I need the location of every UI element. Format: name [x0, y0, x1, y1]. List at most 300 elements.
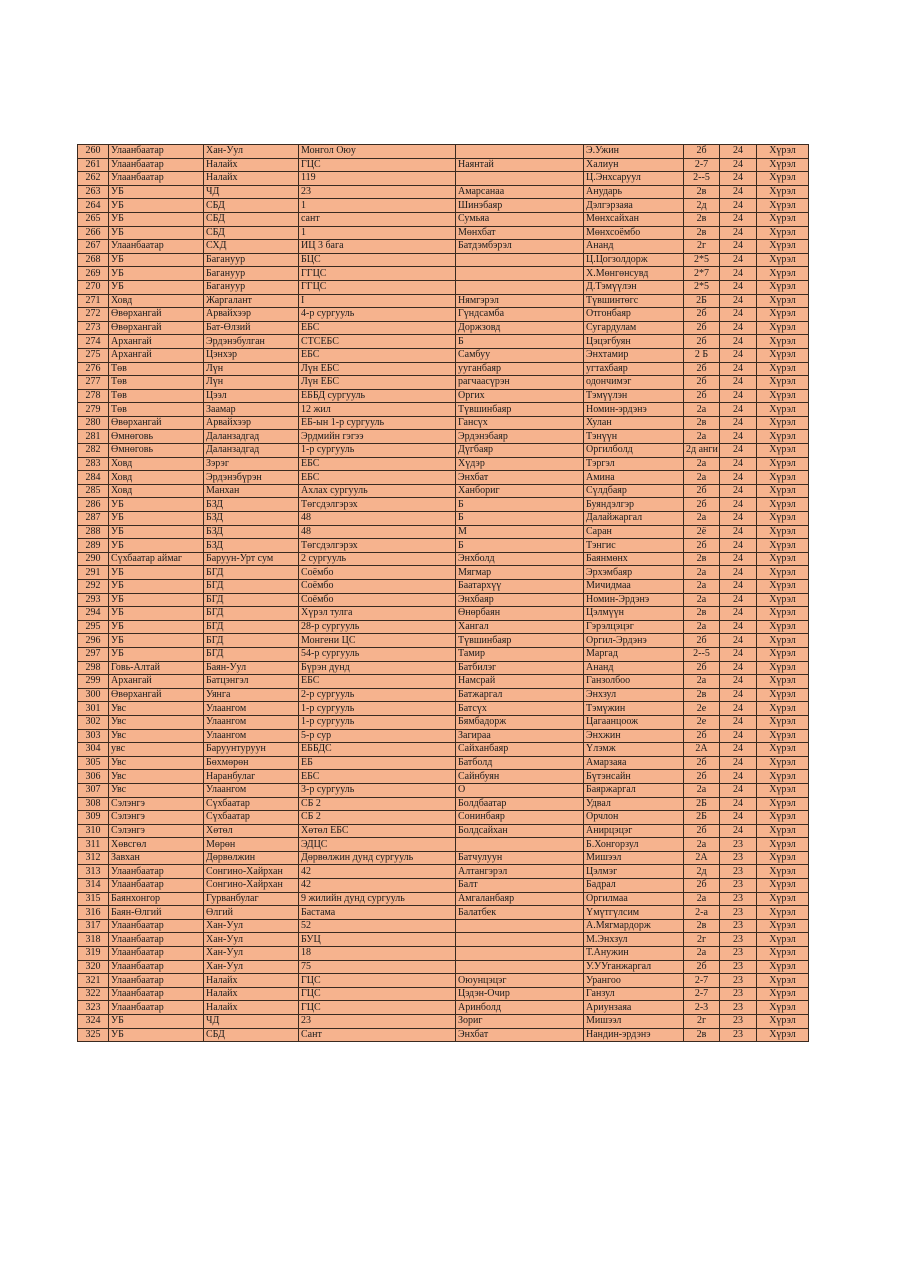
class-cell: 2а: [684, 620, 720, 634]
district-cell: БГД: [204, 634, 299, 648]
district-cell: СБД: [204, 212, 299, 226]
student-cell: Б.Хонгорзул: [584, 838, 684, 852]
student-cell: М.Энхзул: [584, 933, 684, 947]
table-row: [78, 661, 809, 675]
row-number-cell: 263: [78, 185, 109, 199]
teacher-cell: Тамир: [456, 647, 584, 661]
district-cell: СБД: [204, 199, 299, 213]
table-row: [78, 539, 809, 553]
award-cell: Хүрэл: [757, 308, 809, 322]
score-cell: 24: [720, 620, 757, 634]
table-row: [78, 172, 809, 186]
score-cell: 24: [720, 253, 757, 267]
region-cell: Архангай: [109, 335, 204, 349]
student-cell: Далайжаргал: [584, 512, 684, 526]
table-row: [78, 362, 809, 376]
teacher-cell: Сонинбаяр: [456, 811, 584, 825]
teacher-cell: [456, 267, 584, 281]
class-cell: 2б: [684, 498, 720, 512]
award-cell: Хүрэл: [757, 947, 809, 961]
district-cell: ЧД: [204, 1015, 299, 1029]
district-cell: Улаангом: [204, 702, 299, 716]
student-cell: Урангоо: [584, 974, 684, 988]
school-cell: ГЦС: [299, 974, 456, 988]
award-cell: Хүрэл: [757, 199, 809, 213]
teacher-cell: Өнөрбаян: [456, 607, 584, 621]
district-cell: Бөхмөрөн: [204, 756, 299, 770]
award-cell: Хүрэл: [757, 743, 809, 757]
region-cell: Улаанбаатар: [109, 987, 204, 1001]
student-cell: Орчлон: [584, 811, 684, 825]
district-cell: Даланзадгад: [204, 430, 299, 444]
class-cell: 2а: [684, 430, 720, 444]
score-cell: 23: [720, 892, 757, 906]
table-row: [78, 892, 809, 906]
student-cell: Отгонбаяр: [584, 308, 684, 322]
region-cell: УБ: [109, 580, 204, 594]
region-cell: УБ: [109, 498, 204, 512]
score-cell: 24: [720, 593, 757, 607]
award-cell: Хүрэл: [757, 484, 809, 498]
score-cell: 24: [720, 647, 757, 661]
student-cell: Номин-эрдэнэ: [584, 403, 684, 417]
row-number-cell: 284: [78, 471, 109, 485]
school-cell: 1-р сургууль: [299, 702, 456, 716]
class-cell: 2б: [684, 960, 720, 974]
score-cell: 23: [720, 960, 757, 974]
district-cell: Даланзадгад: [204, 444, 299, 458]
school-cell: Соёмбо: [299, 593, 456, 607]
teacher-cell: Батсүх: [456, 702, 584, 716]
teacher-cell: Болдсайхан: [456, 824, 584, 838]
teacher-cell: [456, 947, 584, 961]
school-cell: СБ 2: [299, 797, 456, 811]
row-number-cell: 264: [78, 199, 109, 213]
table-row: [78, 919, 809, 933]
region-cell: УБ: [109, 512, 204, 526]
class-cell: 2в: [684, 226, 720, 240]
student-cell: Ариунзаяа: [584, 1001, 684, 1015]
district-cell: БГД: [204, 607, 299, 621]
teacher-cell: Зориг: [456, 1015, 584, 1029]
district-cell: Налайх: [204, 1001, 299, 1015]
table-row: [78, 851, 809, 865]
region-cell: Өмнөговь: [109, 430, 204, 444]
score-cell: 24: [720, 512, 757, 526]
region-cell: Сүхбаатар аймаг: [109, 552, 204, 566]
award-cell: Хүрэл: [757, 321, 809, 335]
award-cell: Хүрэл: [757, 838, 809, 852]
teacher-cell: Батдэмбэрэл: [456, 240, 584, 254]
table-row: [78, 226, 809, 240]
district-cell: Бат-Өлзий: [204, 321, 299, 335]
score-cell: 23: [720, 1015, 757, 1029]
table-row: [78, 416, 809, 430]
class-cell: 2-7: [684, 987, 720, 1001]
award-cell: Хүрэл: [757, 661, 809, 675]
teacher-cell: Наянтай: [456, 158, 584, 172]
region-cell: увс: [109, 743, 204, 757]
district-cell: СХД: [204, 240, 299, 254]
region-cell: УБ: [109, 280, 204, 294]
class-cell: 2б: [684, 308, 720, 322]
school-cell: Эрдмийн гэгээ: [299, 430, 456, 444]
row-number-cell: 297: [78, 647, 109, 661]
region-cell: Төв: [109, 376, 204, 390]
district-cell: Лүн: [204, 376, 299, 390]
student-cell: Мишээл: [584, 851, 684, 865]
district-cell: БЗД: [204, 539, 299, 553]
score-cell: 24: [720, 185, 757, 199]
teacher-cell: Сайханбаяр: [456, 743, 584, 757]
row-number-cell: 278: [78, 389, 109, 403]
student-cell: Бүтэнсайн: [584, 770, 684, 784]
score-cell: 24: [720, 172, 757, 186]
class-cell: 2б: [684, 321, 720, 335]
table-row: [78, 756, 809, 770]
region-cell: УБ: [109, 539, 204, 553]
teacher-cell: Гансүх: [456, 416, 584, 430]
class-cell: 2-7: [684, 974, 720, 988]
district-cell: Гурванбулаг: [204, 892, 299, 906]
row-number-cell: 315: [78, 892, 109, 906]
school-cell: 75: [299, 960, 456, 974]
teacher-cell: Оргих: [456, 389, 584, 403]
class-cell: 2--5: [684, 647, 720, 661]
table-row: [78, 403, 809, 417]
teacher-cell: Эрдэнэбаяр: [456, 430, 584, 444]
class-cell: 2-7: [684, 158, 720, 172]
region-cell: Архангай: [109, 348, 204, 362]
row-number-cell: 301: [78, 702, 109, 716]
district-cell: Арвайхээр: [204, 308, 299, 322]
region-cell: Ховд: [109, 457, 204, 471]
score-cell: 24: [720, 240, 757, 254]
school-cell: ЕБ: [299, 756, 456, 770]
region-cell: УБ: [109, 226, 204, 240]
award-cell: Хүрэл: [757, 647, 809, 661]
row-number-cell: 305: [78, 756, 109, 770]
table-row: [78, 294, 809, 308]
region-cell: Өвөрхангай: [109, 688, 204, 702]
region-cell: Увс: [109, 702, 204, 716]
class-cell: 2б: [684, 879, 720, 893]
district-cell: Багануур: [204, 280, 299, 294]
district-cell: Эрдэнэбүрэн: [204, 471, 299, 485]
student-cell: Эрхэмбаяр: [584, 566, 684, 580]
school-cell: ЕБ-ын 1-р сургууль: [299, 416, 456, 430]
school-cell: ГГЦС: [299, 280, 456, 294]
award-cell: Хүрэл: [757, 1028, 809, 1042]
row-number-cell: 268: [78, 253, 109, 267]
district-cell: Цээл: [204, 389, 299, 403]
class-cell: 2а: [684, 838, 720, 852]
school-cell: 42: [299, 879, 456, 893]
table-row: [78, 512, 809, 526]
row-number-cell: 308: [78, 797, 109, 811]
row-number-cell: 269: [78, 267, 109, 281]
district-cell: Улаангом: [204, 715, 299, 729]
score-cell: 24: [720, 430, 757, 444]
region-cell: Улаанбаатар: [109, 240, 204, 254]
row-number-cell: 295: [78, 620, 109, 634]
class-cell: 2б: [684, 376, 720, 390]
school-cell: 9 жилийн дунд сургууль: [299, 892, 456, 906]
school-cell: сант: [299, 212, 456, 226]
student-cell: Анирцэцэг: [584, 824, 684, 838]
district-cell: Өлгий: [204, 906, 299, 920]
row-number-cell: 321: [78, 974, 109, 988]
table-row: [78, 430, 809, 444]
table-row: [78, 566, 809, 580]
student-cell: Ц.Энхсаруул: [584, 172, 684, 186]
score-cell: 24: [720, 539, 757, 553]
award-cell: Хүрэл: [757, 172, 809, 186]
score-cell: 24: [720, 403, 757, 417]
award-cell: Хүрэл: [757, 851, 809, 865]
region-cell: Улаанбаатар: [109, 960, 204, 974]
score-cell: 24: [720, 362, 757, 376]
table-row: [78, 729, 809, 743]
award-cell: Хүрэл: [757, 267, 809, 281]
award-cell: Хүрэл: [757, 444, 809, 458]
class-cell: 2в: [684, 1028, 720, 1042]
school-cell: ГЦС: [299, 987, 456, 1001]
row-number-cell: 318: [78, 933, 109, 947]
score-cell: 24: [720, 824, 757, 838]
region-cell: УБ: [109, 647, 204, 661]
school-cell: Төгсдэлгэрэх: [299, 539, 456, 553]
award-cell: Хүрэл: [757, 1001, 809, 1015]
class-cell: 2-а: [684, 906, 720, 920]
award-cell: Хүрэл: [757, 906, 809, 920]
score-cell: 24: [720, 661, 757, 675]
school-cell: ГЦС: [299, 1001, 456, 1015]
school-cell: 18: [299, 947, 456, 961]
score-cell: 24: [720, 294, 757, 308]
table-row: [78, 280, 809, 294]
district-cell: Заамар: [204, 403, 299, 417]
region-cell: УБ: [109, 566, 204, 580]
district-cell: БЗД: [204, 498, 299, 512]
student-cell: Мөнхсоёмбо: [584, 226, 684, 240]
table-row: [78, 688, 809, 702]
school-cell: ЕББД сургууль: [299, 389, 456, 403]
student-cell: Удвал: [584, 797, 684, 811]
teacher-cell: Батбилэг: [456, 661, 584, 675]
row-number-cell: 303: [78, 729, 109, 743]
class-cell: 2А: [684, 743, 720, 757]
row-number-cell: 320: [78, 960, 109, 974]
region-cell: Улаанбаатар: [109, 933, 204, 947]
table-row: [78, 960, 809, 974]
school-cell: Хүрэл тулга: [299, 607, 456, 621]
award-cell: Хүрэл: [757, 607, 809, 621]
district-cell: Багануур: [204, 253, 299, 267]
row-number-cell: 262: [78, 172, 109, 186]
district-cell: Багануур: [204, 267, 299, 281]
school-cell: ЕБС: [299, 348, 456, 362]
district-cell: Лүн: [204, 362, 299, 376]
teacher-cell: Б: [456, 539, 584, 553]
class-cell: 2б: [684, 770, 720, 784]
teacher-cell: Оюунцэцэг: [456, 974, 584, 988]
teacher-cell: Алтангэрэл: [456, 865, 584, 879]
row-number-cell: 273: [78, 321, 109, 335]
score-cell: 23: [720, 919, 757, 933]
school-cell: ЕБС: [299, 770, 456, 784]
district-cell: Сонгино-Хайрхан: [204, 879, 299, 893]
award-cell: Хүрэл: [757, 512, 809, 526]
school-cell: Бастама: [299, 906, 456, 920]
district-cell: Батцэнгэл: [204, 675, 299, 689]
district-cell: Дөрвөлжин: [204, 851, 299, 865]
student-cell: Оргил-Эрдэнэ: [584, 634, 684, 648]
teacher-cell: Ханбориг: [456, 484, 584, 498]
award-cell: Хүрэл: [757, 430, 809, 444]
table-row: [78, 1028, 809, 1042]
student-cell: Түвшинтөгс: [584, 294, 684, 308]
student-cell: Тэнгис: [584, 539, 684, 553]
region-cell: Завхан: [109, 851, 204, 865]
school-cell: 48: [299, 525, 456, 539]
student-cell: Оргилмаа: [584, 892, 684, 906]
award-cell: Хүрэл: [757, 620, 809, 634]
table-body: [78, 145, 809, 1042]
student-cell: Оргилболд: [584, 444, 684, 458]
school-cell: БЦС: [299, 253, 456, 267]
student-cell: У.УУганжаргал: [584, 960, 684, 974]
district-cell: Хөтөл: [204, 824, 299, 838]
row-number-cell: 260: [78, 145, 109, 159]
region-cell: Баян-Өлгий: [109, 906, 204, 920]
class-cell: 2-3: [684, 1001, 720, 1015]
table-row: [78, 987, 809, 1001]
row-number-cell: 270: [78, 280, 109, 294]
award-cell: Хүрэл: [757, 335, 809, 349]
region-cell: Баянхонгор: [109, 892, 204, 906]
table-row: [78, 335, 809, 349]
row-number-cell: 272: [78, 308, 109, 322]
student-cell: Халиун: [584, 158, 684, 172]
region-cell: УБ: [109, 634, 204, 648]
class-cell: 2в: [684, 552, 720, 566]
row-number-cell: 316: [78, 906, 109, 920]
table-row: [78, 1001, 809, 1015]
table-row: [78, 715, 809, 729]
student-cell: Энхзул: [584, 688, 684, 702]
student-cell: Тэмүжин: [584, 702, 684, 716]
award-cell: Хүрэл: [757, 974, 809, 988]
table-row: [78, 471, 809, 485]
district-cell: Цэнхэр: [204, 348, 299, 362]
region-cell: Улаанбаатар: [109, 919, 204, 933]
teacher-cell: [456, 838, 584, 852]
class-cell: 2г: [684, 240, 720, 254]
school-cell: Сант: [299, 1028, 456, 1042]
school-cell: 4-р сургууль: [299, 308, 456, 322]
teacher-cell: О: [456, 783, 584, 797]
teacher-cell: Хүдэр: [456, 457, 584, 471]
table-row: [78, 783, 809, 797]
award-cell: Хүрэл: [757, 702, 809, 716]
teacher-cell: Баатархүү: [456, 580, 584, 594]
district-cell: БГД: [204, 593, 299, 607]
row-number-cell: 261: [78, 158, 109, 172]
award-cell: Хүрэл: [757, 212, 809, 226]
row-number-cell: 323: [78, 1001, 109, 1015]
student-cell: Буяндэлгэр: [584, 498, 684, 512]
region-cell: УБ: [109, 185, 204, 199]
district-cell: Хан-Уул: [204, 919, 299, 933]
region-cell: Ховд: [109, 471, 204, 485]
table-row: [78, 444, 809, 458]
region-cell: Улаанбаатар: [109, 865, 204, 879]
school-cell: Бүрэн дунд: [299, 661, 456, 675]
score-cell: 24: [720, 525, 757, 539]
row-number-cell: 288: [78, 525, 109, 539]
district-cell: Баян-Уул: [204, 661, 299, 675]
table-row: [78, 743, 809, 757]
region-cell: УБ: [109, 212, 204, 226]
district-cell: Баруунтуруун: [204, 743, 299, 757]
table-row: [78, 185, 809, 199]
row-number-cell: 290: [78, 552, 109, 566]
score-cell: 23: [720, 851, 757, 865]
school-cell: I: [299, 294, 456, 308]
school-cell: 12 жил: [299, 403, 456, 417]
row-number-cell: 285: [78, 484, 109, 498]
teacher-cell: рагчаасүрэн: [456, 376, 584, 390]
row-number-cell: 324: [78, 1015, 109, 1029]
award-cell: Хүрэл: [757, 253, 809, 267]
district-cell: Наранбулаг: [204, 770, 299, 784]
school-cell: Монгени ЦС: [299, 634, 456, 648]
row-number-cell: 265: [78, 212, 109, 226]
award-cell: Хүрэл: [757, 770, 809, 784]
school-cell: Хөтөл ЕБС: [299, 824, 456, 838]
award-cell: Хүрэл: [757, 987, 809, 1001]
student-cell: А.Мягмардорж: [584, 919, 684, 933]
school-cell: СТСЕБС: [299, 335, 456, 349]
table-row: [78, 308, 809, 322]
teacher-cell: Цэдэн-Очир: [456, 987, 584, 1001]
region-cell: Төв: [109, 362, 204, 376]
school-cell: ЕБС: [299, 457, 456, 471]
row-number-cell: 275: [78, 348, 109, 362]
class-cell: 2е: [684, 715, 720, 729]
class-cell: 2ё: [684, 525, 720, 539]
district-cell: БГД: [204, 580, 299, 594]
teacher-cell: Балт: [456, 879, 584, 893]
teacher-cell: Сумьяа: [456, 212, 584, 226]
award-cell: Хүрэл: [757, 226, 809, 240]
school-cell: 2 сургууль: [299, 552, 456, 566]
award-cell: Хүрэл: [757, 471, 809, 485]
class-cell: 2г: [684, 933, 720, 947]
row-number-cell: 306: [78, 770, 109, 784]
school-cell: 48: [299, 512, 456, 526]
region-cell: Увс: [109, 783, 204, 797]
student-cell: Т.Анужин: [584, 947, 684, 961]
row-number-cell: 289: [78, 539, 109, 553]
class-cell: 2д: [684, 865, 720, 879]
award-cell: Хүрэл: [757, 348, 809, 362]
row-number-cell: 280: [78, 416, 109, 430]
table-row: [78, 947, 809, 961]
row-number-cell: 313: [78, 865, 109, 879]
class-cell: 2б: [684, 824, 720, 838]
